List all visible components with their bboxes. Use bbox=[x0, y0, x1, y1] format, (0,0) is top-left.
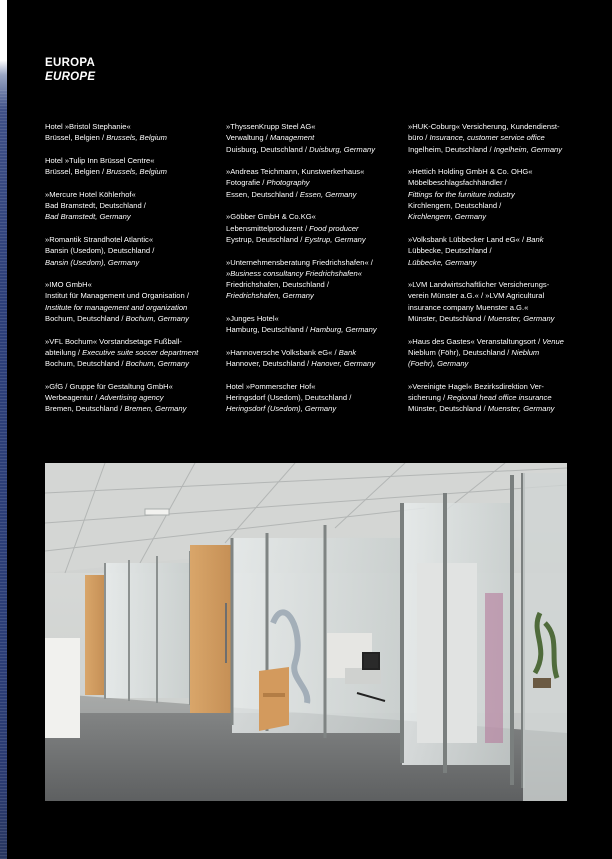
german-text: Brüssel, Belgien / bbox=[45, 167, 107, 177]
entry-line bbox=[45, 132, 215, 143]
reference-entry bbox=[408, 234, 576, 268]
german-text: abteilung / bbox=[45, 347, 83, 357]
entry-line bbox=[226, 223, 398, 234]
english-text: Bochum, Germany bbox=[125, 359, 189, 369]
german-text: Lebensmittelproduzent / bbox=[226, 223, 310, 233]
german-text: »Göbber GmbH & Co.KG« bbox=[226, 212, 316, 222]
entry-line bbox=[226, 177, 398, 188]
entry-line bbox=[45, 392, 215, 403]
reference-entry bbox=[226, 313, 398, 336]
entry-line bbox=[408, 392, 576, 403]
entry-line bbox=[408, 132, 576, 143]
german-text: sicherung / bbox=[408, 393, 448, 403]
entry-line bbox=[408, 290, 576, 301]
english-text: Ingelheim, Germany bbox=[493, 144, 563, 154]
entry-line bbox=[226, 358, 398, 369]
reference-entry bbox=[226, 211, 398, 245]
english-text: Bremen, Germany bbox=[124, 404, 187, 414]
german-text: Verwaltung / bbox=[226, 133, 270, 143]
english-text: Kirchlengern, Germany bbox=[408, 212, 487, 222]
heading-german: EUROPA bbox=[45, 57, 96, 69]
reference-entry bbox=[226, 347, 398, 370]
english-text: Hamburg, Germany bbox=[310, 325, 377, 335]
entry-line bbox=[45, 403, 215, 414]
entry-line bbox=[408, 302, 576, 313]
german-text: »Volksbank Lübbecker Land eG« / bbox=[408, 234, 527, 244]
english-text: Nieblum bbox=[511, 347, 540, 357]
german-text: Hotel »Pommerscher Hof« bbox=[226, 381, 316, 391]
entry-line bbox=[226, 166, 398, 177]
english-text: Venue bbox=[542, 336, 564, 346]
english-text: Heringsdorf (Usedom), Germany bbox=[226, 404, 337, 414]
german-text: »Haus des Gastes« Veranstaltungsort / bbox=[408, 336, 543, 346]
entry-line bbox=[45, 347, 215, 358]
entry-line bbox=[226, 290, 398, 301]
entry-line bbox=[45, 336, 215, 347]
reference-entry bbox=[226, 381, 398, 415]
reference-column-2 bbox=[226, 121, 398, 426]
german-text: Hotel »Tulip Inn Brüssel Centre« bbox=[45, 155, 155, 165]
entry-line bbox=[226, 144, 398, 155]
entry-line bbox=[408, 347, 576, 358]
german-text: Hannover, Deutschland / bbox=[226, 359, 312, 369]
english-text: Brussels, Belgium bbox=[106, 133, 167, 143]
german-text: Werbeagentur / bbox=[45, 393, 100, 403]
reference-entry bbox=[45, 234, 215, 268]
entry-line bbox=[408, 144, 576, 155]
reference-entry bbox=[408, 166, 576, 222]
german-text: Hotel »Bristol Stephanie« bbox=[45, 122, 131, 131]
german-text: »Unternehmensberatung Friedrichshafen« / bbox=[226, 257, 373, 267]
reference-entry bbox=[45, 381, 215, 415]
german-text: Duisburg, Deutschland / bbox=[226, 144, 310, 154]
entry-line bbox=[408, 200, 576, 211]
german-text: »Romantik Strandhotel Atlantic« bbox=[45, 234, 154, 244]
reference-column-3 bbox=[408, 121, 576, 426]
english-text: Fittings for the furniture industry bbox=[408, 189, 515, 199]
english-text: Lübbecke, Germany bbox=[408, 257, 477, 267]
german-text: Ingelheim, Deutschland / bbox=[408, 144, 494, 154]
section-heading bbox=[45, 56, 95, 84]
entry-line bbox=[45, 381, 215, 392]
entry-line bbox=[408, 211, 576, 222]
english-text: Food producer bbox=[309, 223, 359, 233]
entry-line bbox=[226, 381, 398, 392]
entry-line bbox=[45, 313, 215, 324]
english-text: Executive suite soccer department bbox=[82, 347, 199, 357]
entry-line bbox=[45, 155, 215, 166]
german-text: »GfG / Gruppe für Gestaltung GmbH« bbox=[45, 381, 173, 391]
entry-line bbox=[408, 234, 576, 245]
entry-line bbox=[408, 245, 576, 256]
german-text: »Mercure Hotel Köhlerhof« bbox=[45, 189, 136, 199]
entry-line bbox=[408, 381, 576, 392]
german-text: »ThyssenKrupp Steel AG« bbox=[226, 122, 316, 131]
entry-line bbox=[45, 302, 215, 313]
entry-line bbox=[226, 257, 398, 268]
entry-line bbox=[408, 279, 576, 290]
german-text: »Junges Hotel« bbox=[226, 314, 279, 324]
reference-entry bbox=[45, 336, 215, 370]
entry-line bbox=[226, 279, 398, 290]
german-text: Bochum, Deutschland / bbox=[45, 314, 126, 324]
entry-line bbox=[226, 121, 398, 132]
entry-line bbox=[408, 189, 576, 200]
entry-line bbox=[45, 189, 215, 200]
english-text: Bank bbox=[338, 347, 357, 357]
german-text: insurance company Muenster a.G.« bbox=[408, 302, 529, 312]
german-text: Bansin (Usedom), Deutschland / bbox=[45, 246, 155, 256]
entry-line bbox=[45, 234, 215, 245]
german-text: »Hannoversche Volksbank eG« / bbox=[226, 347, 339, 357]
german-text: Heringsdorf (Usedom), Deutschland / bbox=[226, 393, 352, 403]
entry-line bbox=[408, 403, 576, 414]
german-text: Friedrichshafen, Deutschland / bbox=[226, 280, 329, 290]
entry-line bbox=[408, 121, 576, 132]
entry-line bbox=[226, 392, 398, 403]
english-text: Advertising agency bbox=[99, 393, 164, 403]
english-text: Muenster, Germany bbox=[487, 314, 555, 324]
german-text: »VFL Bochum« Vorstandsetage Fußball- bbox=[45, 336, 182, 346]
entry-line bbox=[226, 313, 398, 324]
entry-line bbox=[45, 279, 215, 290]
english-text: Brussels, Belgium bbox=[106, 167, 167, 177]
english-text: Insurance, customer service office bbox=[429, 133, 545, 143]
entry-line bbox=[408, 336, 576, 347]
german-text: Eystrup, Deutschland / bbox=[226, 234, 305, 244]
english-text: Essen, Germany bbox=[299, 189, 357, 199]
english-text: Institute for management and organization bbox=[45, 302, 188, 312]
german-text: büro / bbox=[408, 133, 430, 143]
entry-line bbox=[45, 200, 215, 211]
reference-entry bbox=[226, 257, 398, 302]
reference-column-1 bbox=[45, 121, 215, 426]
english-text: Bad Bramstedt, Germany bbox=[45, 212, 131, 222]
entry-line bbox=[45, 121, 215, 132]
german-text: Nieblum (Föhr), Deutschland / bbox=[408, 347, 512, 357]
reference-entry bbox=[226, 121, 398, 155]
entry-line bbox=[45, 290, 215, 301]
german-text: »Andreas Teichmann, Kunstwerkerhaus« bbox=[226, 167, 365, 177]
office-photo-illustration bbox=[45, 463, 567, 801]
entry-line bbox=[226, 132, 398, 143]
left-edge-strip bbox=[0, 0, 7, 859]
german-text: Lübbecke, Deutschland / bbox=[408, 246, 492, 256]
entry-line bbox=[45, 211, 215, 222]
entry-line bbox=[45, 358, 215, 369]
german-text: »LVM Landwirtschaftlicher Versicherungs- bbox=[408, 280, 550, 290]
german-text: Bad Bramstedt, Deutschland / bbox=[45, 201, 146, 211]
entry-line bbox=[45, 245, 215, 256]
english-text: Hanover, Germany bbox=[311, 359, 376, 369]
entry-line bbox=[408, 358, 576, 369]
english-text: Bank bbox=[526, 234, 544, 244]
german-text: Münster, Deutschland / bbox=[408, 314, 488, 324]
entry-line bbox=[226, 403, 398, 414]
german-text: »IMO GmbH« bbox=[45, 280, 92, 290]
german-text: Bochum, Deutschland / bbox=[45, 359, 126, 369]
german-text: Fotografie / bbox=[226, 178, 267, 188]
english-text: Muenster, Germany bbox=[487, 404, 555, 414]
reference-entry bbox=[45, 279, 215, 324]
english-text: »Business consultancy Friedrichshafen« bbox=[226, 268, 362, 278]
entry-line bbox=[45, 166, 215, 177]
english-text: Management bbox=[269, 133, 315, 143]
entry-line bbox=[226, 268, 398, 279]
entry-line bbox=[226, 234, 398, 245]
reference-entry bbox=[45, 155, 215, 178]
english-text: (Foehr), Germany bbox=[408, 359, 469, 369]
reference-entry bbox=[408, 336, 576, 370]
entry-line bbox=[408, 177, 576, 188]
german-text: Brüssel, Belgien / bbox=[45, 133, 107, 143]
english-text: Eystrup, Germany bbox=[304, 234, 366, 244]
english-text: Photography bbox=[266, 178, 310, 188]
english-text: Regional head office insurance bbox=[447, 393, 552, 403]
entry-line bbox=[408, 313, 576, 324]
entry-line bbox=[226, 324, 398, 335]
english-text: Bansin (Usedom), Germany bbox=[45, 257, 140, 267]
german-text: »HUK-Coburg« Versicherung, Kundendienst- bbox=[408, 122, 560, 131]
german-text: »Vereinigte Hagel« Bezirksdirektion Ver- bbox=[408, 381, 544, 391]
reference-entry bbox=[45, 189, 215, 223]
english-text: Duisburg, Germany bbox=[309, 144, 375, 154]
heading-english: EUROPE bbox=[45, 71, 96, 83]
german-text: Kirchlengern, Deutschland / bbox=[408, 201, 502, 211]
entry-line bbox=[45, 257, 215, 268]
german-text: verein Münster a.G.« / »LVM Agricultural bbox=[408, 291, 545, 301]
reference-entry bbox=[408, 121, 576, 155]
german-text: Möbelbeschlagsfachhändler / bbox=[408, 178, 507, 188]
entry-line bbox=[226, 189, 398, 200]
german-text: »Hettich Holding GmbH & Co. OHG« bbox=[408, 167, 533, 177]
entry-line bbox=[408, 166, 576, 177]
german-text: Institut für Management und Organisation / bbox=[45, 291, 189, 301]
reference-entry bbox=[408, 381, 576, 415]
german-text: Münster, Deutschland / bbox=[408, 404, 488, 414]
entry-line bbox=[226, 347, 398, 358]
entry-line bbox=[226, 211, 398, 222]
german-text: Essen, Deutschland / bbox=[226, 189, 300, 199]
german-text: Hamburg, Deutschland / bbox=[226, 325, 310, 335]
reference-entry bbox=[45, 121, 215, 144]
german-text: Bremen, Deutschland / bbox=[45, 404, 125, 414]
english-text: Friedrichshafen, Germany bbox=[226, 291, 314, 301]
english-text: Bochum, Germany bbox=[125, 314, 189, 324]
office-interior-photo bbox=[45, 463, 567, 801]
reference-entry bbox=[408, 279, 576, 324]
entry-line bbox=[408, 257, 576, 268]
reference-entry bbox=[226, 166, 398, 200]
